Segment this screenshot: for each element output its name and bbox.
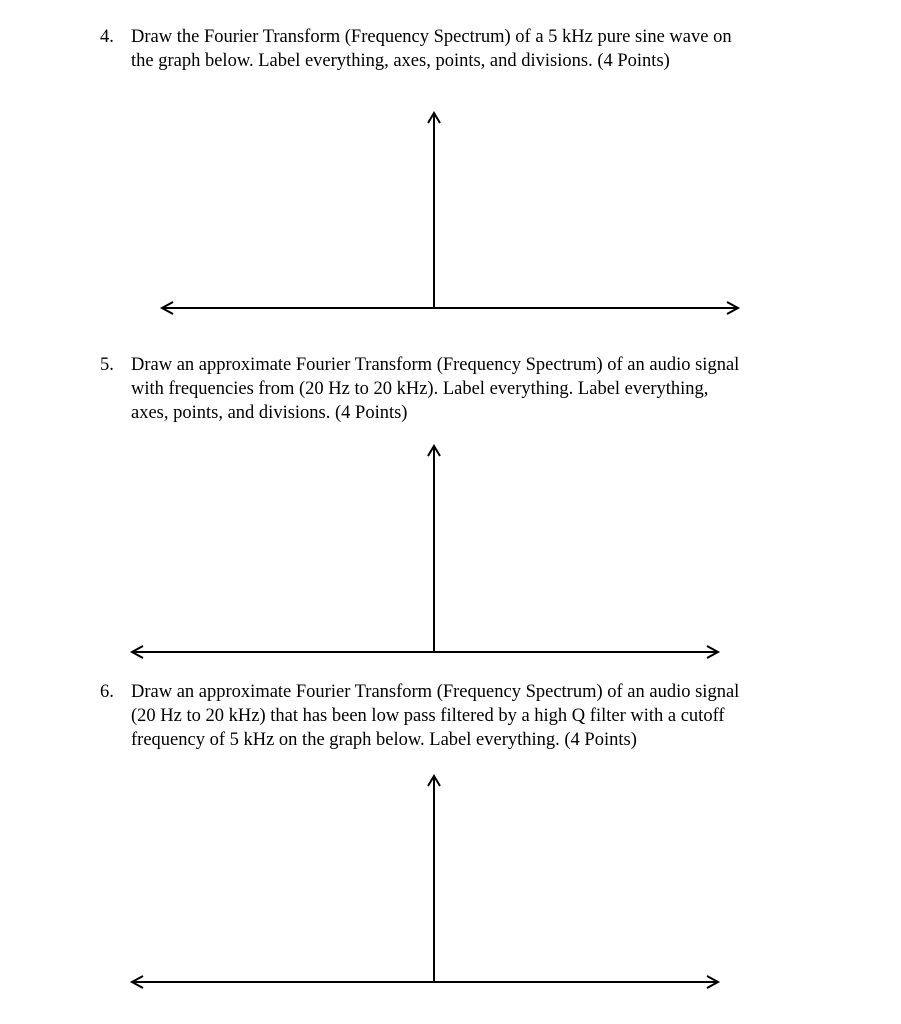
question-line: (20 Hz to 20 kHz) that has been low pass filtered by a high Q filter with a cutoff bbox=[131, 706, 725, 726]
question-line: the graph below. Label everything, axes, points, and divisions. (4 Points) bbox=[131, 51, 670, 71]
question-number: 6. bbox=[100, 682, 114, 702]
question-line: Draw the Fourier Transform (Frequency Spectrum) of a 5 kHz pure sine wave on bbox=[131, 27, 732, 47]
question-number: 5. bbox=[100, 355, 114, 375]
question-line: Draw an approximate Fourier Transform (Frequency Spectrum) of an audio signal bbox=[131, 355, 740, 375]
question-line: Draw an approximate Fourier Transform (Frequency Spectrum) of an audio signal bbox=[131, 682, 740, 702]
graph-6-axes bbox=[132, 776, 718, 988]
question-line: axes, points, and divisions. (4 Points) bbox=[131, 403, 408, 423]
question-number: 4. bbox=[100, 27, 114, 47]
graph-5-axes bbox=[132, 446, 718, 658]
question-line: with frequencies from (20 Hz to 20 kHz). Label everything. Label everything, bbox=[131, 379, 709, 399]
graph-4-axes bbox=[162, 113, 738, 314]
question-line: frequency of 5 kHz on the graph below. Label everything. (4 Points) bbox=[131, 730, 637, 750]
